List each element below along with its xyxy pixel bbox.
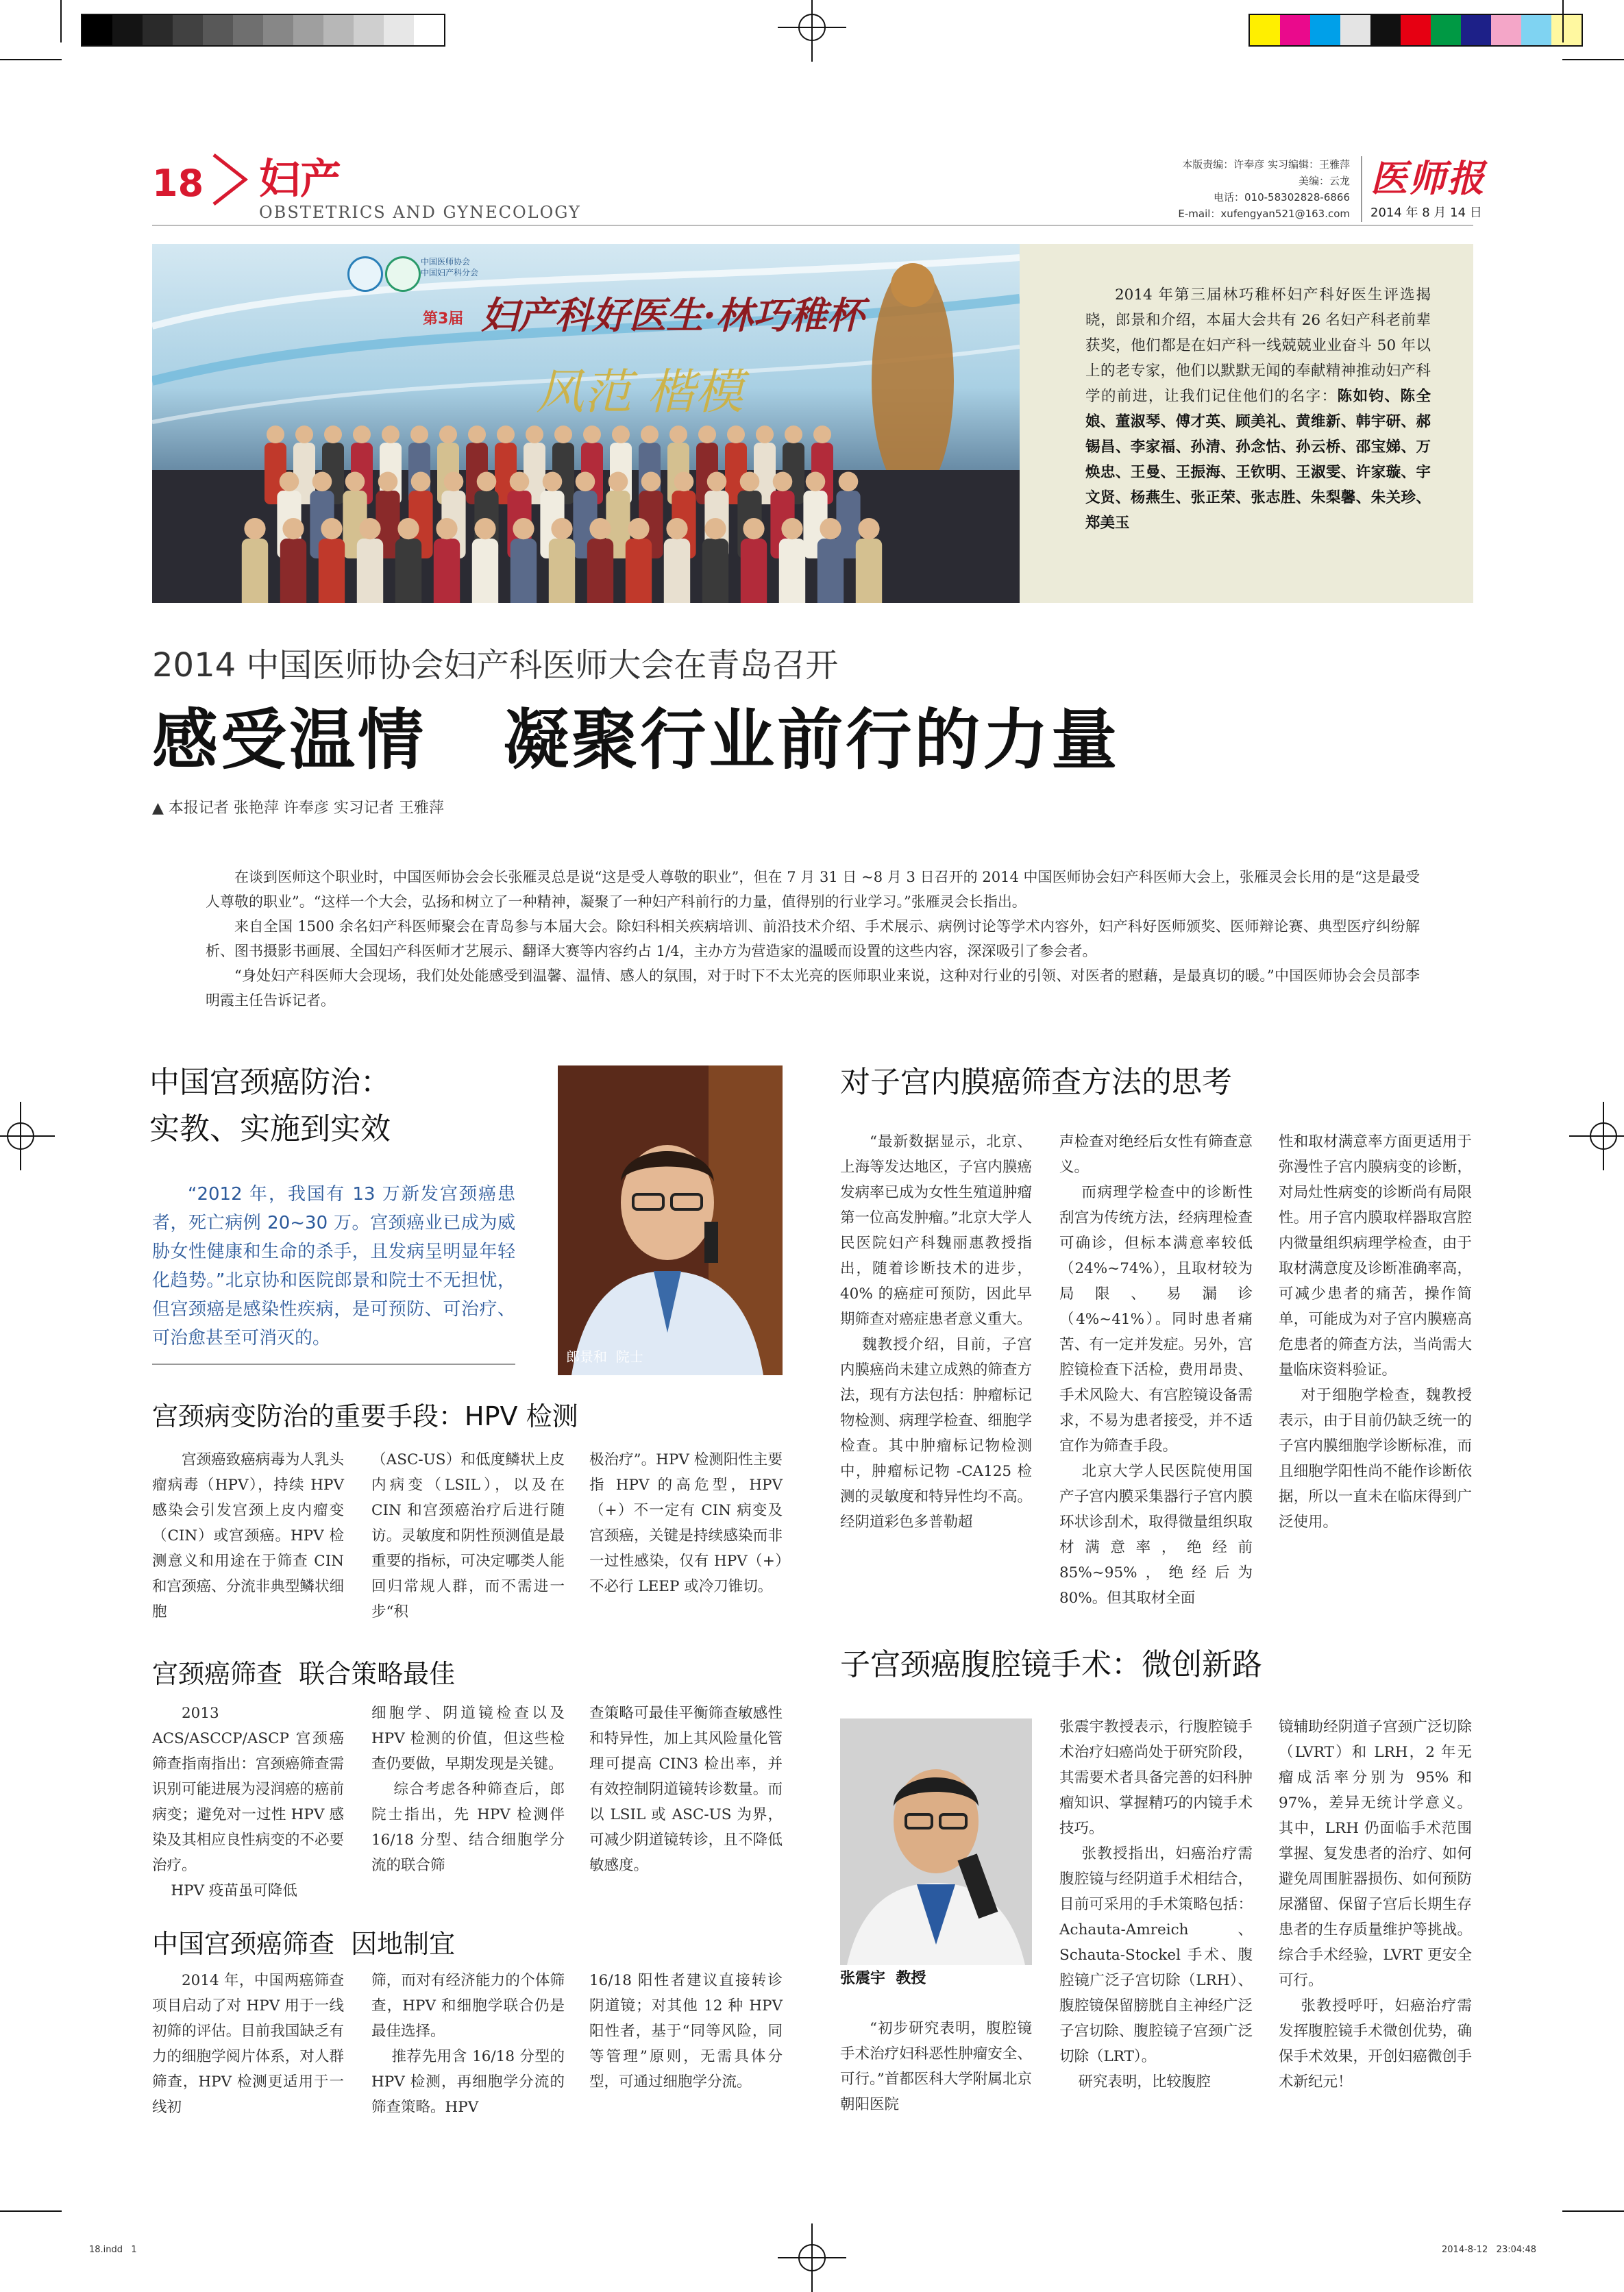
phone: 电话：010-58302828-6866 bbox=[1214, 191, 1350, 204]
honoree-figure bbox=[267, 426, 284, 443]
editor-line: 本版责编：许奉彦 实习编辑：王雅萍 bbox=[1182, 158, 1350, 171]
honoree-figure bbox=[321, 518, 342, 539]
honoree-figure bbox=[626, 539, 652, 603]
screening-col-3: 查策略可最佳平衡筛查敏感性和特异性，加上其风险量化管理可提高 CIN3 检出率，并有效控制阴道镜转诊数量。而以 LSIL 或 ASC-US 为界，可减少阴道镜转诊，且不降低敏感度。 bbox=[589, 1705, 783, 1874]
lead-paragraph: 在谈到医师这个职业时，中国医师协会会长张雁灵总是说“这是受人尊敬的职业”，但在 7 月 31 日 ~8 月 3 日召开的 2014 中国医师协会妇产科医师大会上，张雁灵会长用的是“这是最受人尊敬的职业”。“这样一个大会，弘扬和树立了一种精神，凝聚了一种妇产科前行的力量，值得别的行业学习。”张雁灵会长指出。 bbox=[206, 869, 1420, 910]
banner-title: 妇产科好医生·林巧稚杯 bbox=[481, 293, 864, 337]
honoree-figure bbox=[741, 539, 767, 603]
hpv-col-2: （ASC-US）和低度鳞状上皮内病变（LSIL），以及在 CIN 和宫颈癌治疗后进行随访。灵敏度和阴性预测值是最重要的指标，可决定哪类人能回归常规人群，而不需进一步“积 bbox=[371, 1451, 569, 1621]
honoree-figure bbox=[817, 539, 844, 603]
honoree-figure bbox=[813, 426, 831, 443]
pull-quote-rule bbox=[152, 1364, 515, 1365]
color-registration-bar bbox=[1248, 14, 1583, 47]
section-subtitle: OBSTETRICS AND GYNECOLOGY bbox=[259, 203, 581, 222]
honoree-figure bbox=[444, 472, 464, 492]
art-editor-line: 美编：云龙 bbox=[1298, 175, 1350, 187]
honoree-sidebar bbox=[1020, 244, 1473, 603]
subhead-china-screening: 中国宫颈癌筛查 因地制宜 bbox=[152, 1929, 456, 1959]
honoree-figure bbox=[382, 426, 399, 443]
honoree-figure bbox=[312, 472, 332, 492]
honoree-figure bbox=[641, 472, 661, 492]
honoree-figure bbox=[411, 472, 431, 492]
crop-mark bbox=[1562, 0, 1564, 42]
crop-mark bbox=[60, 0, 62, 42]
honoree-figure bbox=[378, 472, 398, 492]
honoree-figure bbox=[510, 472, 530, 492]
endometrial-col-2: 声检查对绝经后女性有筛查意义。 而病理学检查中的诊断性刮宫为传统方法，经病理检查可确诊，但标本满意率较低（24%~74%），且取材较为局限、易漏诊（4%~41%）。同时患者痛苦、有一定并发症。另外，宫腔镜检查下活检，费用昂贵、手术风险大、有宫腔镜设备需求，不易为患者接受，并不适宜作为筛查手段。 北京大学人民医院使用国产子宫内膜采集器行子宫内膜环状诊刮术，取得微量组织取材满意率，绝经前 85%~95%，绝经后为 80%。但其取材全面 bbox=[1059, 1133, 1253, 1607]
registration-cross-right bbox=[1569, 1102, 1624, 1170]
left-article-title bbox=[149, 1062, 391, 1150]
lead-paragraph: “身处妇产科医师大会现场，我们处处能感受到温馨、温情、感人的氛围，对于时下不太光亮的医师职业来说，这种对行业的引领、对医者的慰藉，是最真切的暖。”中国医师协会会员部李明霞主任告诉记者。 bbox=[206, 968, 1420, 1009]
left-title-line1: 中国宫颈癌防治： bbox=[149, 1065, 391, 1100]
masthead-rule bbox=[152, 225, 1473, 226]
honoree-intro-text: 2014 年第三届林巧稚杯妇产科好医生评选揭晓，郎景和介绍，本届大会共有 26 名妇产科老前辈获奖，他们都是在妇产科一线兢兢业业奋斗 50 年以上的老专家，他们以默默无闻的奉献精神推动妇产科学的前进，让我们记住他们的名字： bbox=[1085, 286, 1431, 405]
honoree-figure bbox=[397, 518, 419, 539]
banner-calligraphy: 风范 楷模 bbox=[536, 364, 743, 420]
honoree-figure bbox=[513, 518, 534, 539]
hpv-col-1: 宫颈癌致癌病毒为人乳头瘤病毒（HPV），持续 HPV 感染会引发宫颈上皮内瘤变（CIN）或宫颈癌。HPV 检测意义和用途在于筛查 CIN 和宫颈癌、分流非典型鳞状细胞 bbox=[152, 1451, 349, 1621]
honoree-figure bbox=[353, 426, 371, 443]
issue-date: 2014 年 8 月 14 日 bbox=[1370, 206, 1482, 220]
byline: ▲ 本报记者 张艳萍 许奉彦 实习记者 王雅萍 bbox=[152, 800, 444, 817]
honoree-figure bbox=[707, 472, 727, 492]
honoree-figure bbox=[510, 539, 537, 603]
banner-logo-icon bbox=[385, 256, 421, 292]
crop-mark bbox=[1562, 2210, 1624, 2212]
hpv-col-3: 极治疗”。HPV 检测阳性主要指 HPV 的高危型，HPV（+）不一定有 CIN 病变及宫颈癌，关键是持续感染而非一过性感染，仅有 HPV（+）不必行 LEEP 或冷刀锥切。 bbox=[589, 1451, 783, 1595]
zhang-zhenyu-photo bbox=[840, 1718, 1032, 1965]
honoree-figure bbox=[839, 472, 859, 492]
grayscale-registration-bar bbox=[81, 14, 445, 47]
screening-col-2: 细胞学、阴道镜检查以及 HPV 检测的价值，但这些检查仍要做，早期发现是关键。 综合考虑各种筛查后，郎院士指出，先 HPV 检测伴 16/18 分型、结合细胞学分流的联合筛 bbox=[371, 1705, 565, 1874]
banner-session: 第3届 bbox=[423, 310, 464, 328]
crop-mark bbox=[0, 2210, 62, 2212]
honoree-figure bbox=[727, 426, 745, 443]
honoree-figure bbox=[526, 426, 543, 443]
honoree-figure bbox=[781, 518, 802, 539]
honoree-figure bbox=[583, 426, 601, 443]
honoree-figure bbox=[551, 518, 572, 539]
honoree-figure bbox=[589, 518, 611, 539]
subhead-screening: 宫颈癌筛查 联合策略最佳 bbox=[152, 1659, 456, 1689]
china-col-2: 筛，而对有经济能力的个体筛查，HPV 和细胞学联合仍是最佳选择。 推荐先用含 16/18 分型的 HPV 检测，再细胞学分流的筛查策略。HPV bbox=[371, 1972, 565, 2116]
honoree-figure bbox=[608, 472, 628, 492]
honoree-figure bbox=[743, 518, 764, 539]
section-title: 妇产 bbox=[259, 156, 341, 204]
honoree-figure bbox=[756, 426, 774, 443]
portrait-figure bbox=[840, 1718, 1032, 1965]
honoree-figure bbox=[549, 539, 575, 603]
screening-col-1: 2013 ACS/ASCCP/ASCP 宫颈癌筛查指南指出：宫颈癌筛查需识别可能进展为浸润癌的癌前病变；避免对一过性 HPV 感染及其相应良性病变的不必要治疗。 HPV 疫苗虽可降低 bbox=[152, 1705, 344, 1899]
honoree-figure bbox=[410, 426, 428, 443]
endometrial-col-1: “最新数据显示，北京、上海等发达地区，子宫内膜癌发病率已成为女性生殖道肿瘤第一位高发肿瘤。”北京大学人民医院妇产科魏丽惠教授指出，随着诊断技术的进步，40% 的癌症可预防，因此早期筛查对癌症患者意义重大。 魏教授介绍，目前，子宫内膜癌尚未建立成熟的筛查方法，现有方法包括：肿瘤标记物检测、病理学检查、细胞学检查。其中肿瘤标记物检测中，肿瘤标记物 -CA125 检测的灵敏度和特异性均不高。经阴道彩色多普勒超 bbox=[840, 1133, 1032, 1531]
registration-cross-left bbox=[0, 1102, 55, 1170]
honoree-figure bbox=[468, 426, 486, 443]
honoree-figure bbox=[785, 426, 802, 443]
pull-quote: “2012 年，我国有 13 万新发宫颈癌患者，死亡病例 20~30 万。宫颈癌业已成为威胁女性健康和生命的杀手，且发病呈明显年轻化趋势。”北京协和医院郎景和院士不无担忧，但宫颈癌是感染性疾病，是可预防、可治疗、可治愈甚至可消灭的。 bbox=[152, 1184, 515, 1348]
honoree-figure bbox=[280, 539, 306, 603]
photo-caption: 郎景和 院士 bbox=[566, 1348, 643, 1365]
honoree-figure bbox=[628, 518, 649, 539]
registration-cross-bottom bbox=[778, 2223, 846, 2292]
honoree-figure bbox=[357, 539, 383, 603]
honoree-figure bbox=[856, 539, 882, 603]
newspaper-logo: 医师报 bbox=[1370, 156, 1486, 200]
headline-kicker: 2014 中国医师协会妇产科医师大会在青岛召开 bbox=[152, 646, 839, 685]
honoree-figure bbox=[359, 518, 380, 539]
slug-timestamp: 2014-8-12 23:04:48 bbox=[1442, 2245, 1537, 2255]
honoree-figure bbox=[295, 426, 313, 443]
honoree-figure bbox=[587, 539, 613, 603]
honoree-figure bbox=[395, 539, 421, 603]
honoree-figure bbox=[345, 472, 365, 492]
photo-caption: 张震宇 教授 bbox=[840, 1970, 926, 1987]
honoree-figure bbox=[674, 472, 694, 492]
honoree-figure bbox=[779, 539, 805, 603]
honoree-group bbox=[152, 402, 1020, 603]
laparoscopy-article-title: 子宫颈癌腹腔镜手术：微创新路 bbox=[840, 1647, 1262, 1682]
honoree-figure bbox=[280, 472, 299, 492]
honoree-figure bbox=[740, 472, 760, 492]
honoree-figure bbox=[773, 472, 793, 492]
honoree-intro bbox=[1085, 282, 1431, 536]
honoree-figure bbox=[704, 518, 726, 539]
honoree-figure bbox=[612, 426, 630, 443]
honoree-figure bbox=[242, 539, 268, 603]
honoree-figure bbox=[324, 426, 342, 443]
honoree-figure bbox=[858, 518, 879, 539]
editor-info bbox=[1090, 156, 1350, 222]
award-ceremony-photo bbox=[152, 244, 1020, 603]
honoree-figure bbox=[439, 426, 457, 443]
crop-mark bbox=[1562, 59, 1624, 60]
page-number: 18 bbox=[152, 162, 204, 205]
honoree-figure bbox=[806, 472, 826, 492]
endometrial-col-3: 性和取材满意率方面更适用于弥漫性子宫内膜病变的诊断，对局灶性病变的诊断尚有局限性。用子宫内膜取样器取宫腔内微量组织病理学检查，由于取材满意度及诊断准确率高，可减少患者的痛苦，操作简单，可能成为对子宫内膜癌高危患者的筛查方法，当尚需大量临床资料验证。 对于细胞学检查，魏教授表示，由于目前仍缺乏统一的子宫内膜细胞学诊断标准，而且细胞学阳性尚不能作诊断依据，所以一直未在临床得到广泛使用。 bbox=[1279, 1133, 1472, 1531]
left-title-line2: 实教、实施到实效 bbox=[149, 1111, 391, 1146]
honoree-figure bbox=[702, 539, 728, 603]
china-col-3: 16/18 阳性者建议直接转诊阴道镜；对其他 12 种 HPV 阳性者，基于“同等风险，同等管理”原则，无需具体分型，可通过细胞学分流。 bbox=[589, 1972, 787, 2091]
honoree-figure bbox=[666, 518, 687, 539]
honoree-figure bbox=[474, 518, 495, 539]
honoree-names: 陈如钧、陈全娘、董淑琴、傅才英、顾美礼、黄维新、韩宇研、郝锡昌、李家福、孙清、孙念怙、孙云桥、邵宝娣、万焕忠、王曼、王振海、王钦明、王淑雯、许家璇、宇文贤、杨燕生、张正荣、张志胜、朱梨馨、朱关珍、郑美玉 bbox=[1085, 388, 1431, 532]
lead-section bbox=[206, 865, 1420, 1013]
honoree-figure bbox=[282, 518, 304, 539]
slug-filename: 18.indd 1 bbox=[89, 2245, 137, 2255]
honoree-figure bbox=[641, 426, 659, 443]
lead-paragraph: 来自全国 1500 余名妇产科医师聚会在青岛参与本届大会。除妇科相关疾病培训、前沿技术介绍、手术展示、病例讨论等学术内容外，妇产科好医师颁奖、医师辩论赛、典型医疗纠纷解析、图书摄影书画展、全国妇产科医师才艺展示、翻译大赛等内容约占 1/4，主办方为营造家的温暖而设置的这些内容，深深吸引了参会者。 bbox=[206, 918, 1420, 959]
honoree-figure bbox=[497, 426, 515, 443]
banner-logo-icon bbox=[347, 256, 383, 292]
headline-title: 感受温情 凝聚行业前行的力量 bbox=[152, 701, 1120, 778]
laparoscopy-col-3: 镜辅助经阴道子宫颈广泛切除（LVRT）和 LRH，2 年无瘤成活率分别为 95% 和 97%，差异无统计学意义。其中，LRH 仍面临手术范围掌握、复发患者的治疗、如何避免周围脏器损伤、如何预防尿潴留、保留子宫后长期生存患者的生存质量维护等挑战。综合手术经验，LVRT 更安全可行。 张教授呼吁，妇癌治疗需发挥腹腔镜手术微创优势，确保手术效果，开创妇癌微创手术新纪元！ bbox=[1279, 1718, 1472, 2091]
crop-mark bbox=[0, 59, 62, 60]
endometrial-article-title: 对子宫内膜癌筛查方法的思考 bbox=[840, 1065, 1232, 1100]
honoree-figure bbox=[820, 518, 841, 539]
honoree-figure bbox=[664, 539, 690, 603]
chevron-right-icon bbox=[210, 152, 251, 207]
honoree-figure bbox=[554, 426, 572, 443]
honoree-figure bbox=[698, 426, 716, 443]
honoree-figure bbox=[543, 472, 563, 492]
honoree-figure bbox=[434, 539, 460, 603]
honoree-figure bbox=[472, 539, 498, 603]
honoree-figure bbox=[669, 426, 687, 443]
banner-organizer: 中国医师协会 中国妇产科分会 bbox=[421, 257, 479, 278]
lang-jinghe-photo bbox=[558, 1065, 783, 1375]
portrait-figure bbox=[558, 1065, 783, 1375]
subhead-hpv: 宫颈病变防治的重要手段：HPV 检测 bbox=[152, 1401, 578, 1431]
laparoscopy-col-1: “初步研究表明，腹腔镜手术治疗妇科恶性肿瘤安全、可行。”首都医科大学附属北京朝阳医院 bbox=[840, 2020, 1032, 2113]
honoree-figure bbox=[436, 518, 457, 539]
masthead-divider bbox=[1361, 156, 1362, 222]
honoree-figure bbox=[244, 518, 265, 539]
china-col-1: 2014 年，中国两癌筛查项目启动了对 HPV 用于一线初筛的评估。目前我国缺乏有力的细胞学阅片体系，对人群筛查，HPV 检测更适用于一线初 bbox=[152, 1972, 344, 2116]
honoree-figure bbox=[576, 472, 595, 492]
email: E-mail：xufengyan521@163.com bbox=[1178, 208, 1350, 220]
honoree-figure bbox=[477, 472, 497, 492]
laparoscopy-col-2: 张震宇教授表示，行腹腔镜手术治疗妇癌尚处于研究阶段，其需要术者具备完善的妇科肿瘤知识、掌握精巧的内镜手术技巧。 张教授指出，妇癌治疗需腹腔镜与经阴道手术相结合，目前可采用的手术策略包括：Achauta-Amreich、Schauta-Stockel 手术、腹腔镜广泛子宫切除（LRH）、腹腔镜保留膀胱自主神经广泛子宫切除、腹腔镜子宫颈广泛切除（LRT）。 研究表明，比较腹腔 bbox=[1059, 1718, 1253, 2091]
registration-cross-top bbox=[778, 0, 846, 62]
honoree-figure bbox=[319, 539, 345, 603]
